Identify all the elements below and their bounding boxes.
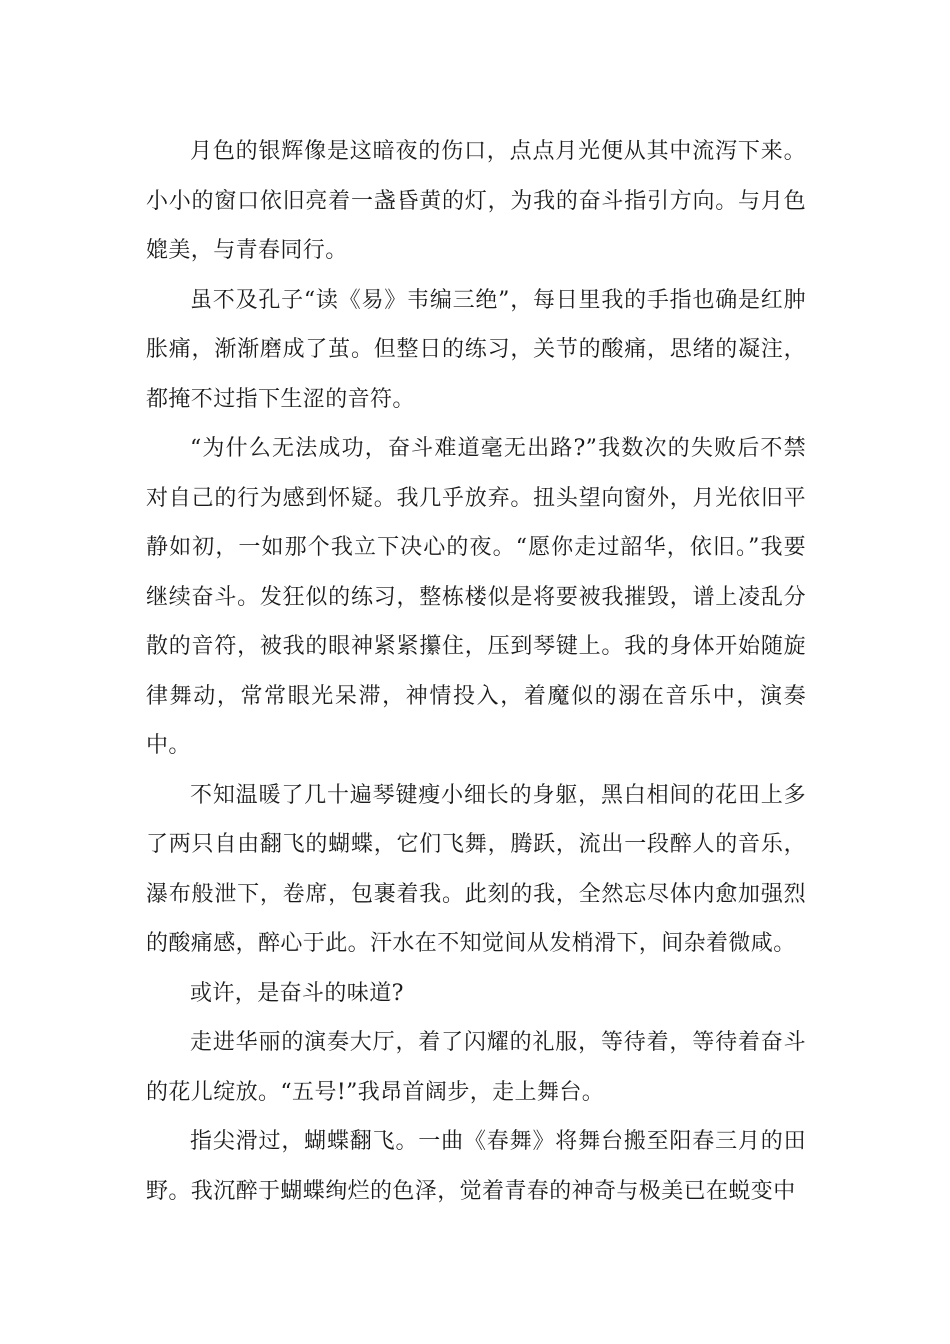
paragraph-2: 虽不及孔子“读《易》韦编三绝”，每日里我的手指也确是红肿胀痛，渐渐磨成了茧。但整日的练习，关节的酸痛，思绪的凝注，都掩不过指下生涩的音符。 [146, 287, 806, 412]
paragraph-4: 不知温暖了几十遍琴键瘦小细长的身躯，黑白相间的花田上多了两只自由翻飞的蝴蝶，它们飞舞，腾跃，流出一段醉人的音乐，瀑布般泄下，卷席，包裹着我。此刻的我，全然忘尽体内愈加强烈的酸痛感，醉心于此。汗水在不知觉间从发梢滑下，间杂着微咸。 [146, 782, 806, 956]
paragraph-7: 指尖滑过，蝴蝶翻飞。一曲《春舞》将舞台搬至阳春三月的田野。我沉醉于蝴蝶绚烂的色泽，觉着青春的神奇与极美已在蜕变中 [146, 1129, 806, 1204]
paragraph-3: “为什么无法成功，奋斗难道毫无出路?”我数次的失败后不禁对自己的行为感到怀疑。我几乎放弃。扭头望向窗外，月光依旧平静如初，一如那个我立下决心的夜。“愿你走过韶华，依旧。”我要继续奋斗。发狂似的练习，整栋楼似是将要被我摧毁，谱上凌乱分散的音符，被我的眼神紧紧攥住，压到琴键上。我的身体开始随旋律舞动，常常眼光呆滞，神情投入，着魔似的溺在音乐中，演奏中。 [146, 436, 806, 758]
paragraph-1: 月色的银辉像是这暗夜的伤口，点点月光便从其中流泻下来。小小的窗口依旧亮着一盏昏黄的灯，为我的奋斗指引方向。与月色媲美，与青春同行。 [146, 139, 806, 263]
paragraph-5: 或许，是奋斗的味道? [190, 980, 404, 1006]
paragraph-6: 走进华丽的演奏大厅，着了闪耀的礼服，等待着，等待着奋斗的花儿绽放。“五号!”我昂首阔步，走上舞台。 [146, 1030, 806, 1105]
body-text [146, 127, 806, 1216]
